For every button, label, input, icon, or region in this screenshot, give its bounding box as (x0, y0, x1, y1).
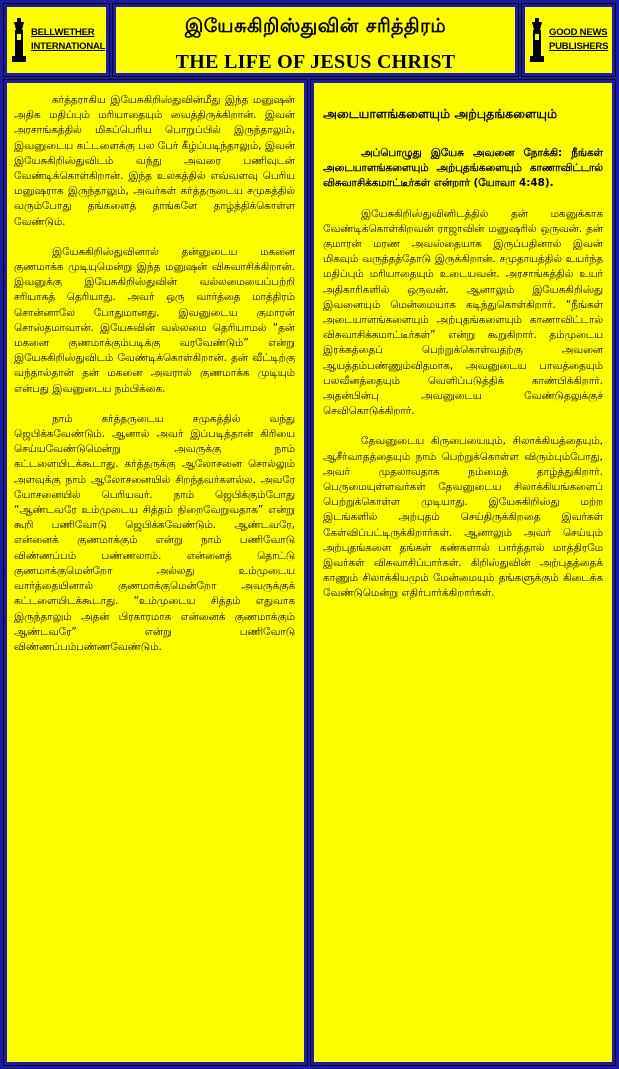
page-title-english: THE LIFE OF JESUS CHRIST (175, 51, 456, 73)
good-news-logo (522, 4, 615, 76)
title-banner (113, 4, 518, 76)
section-heading: அடையாளங்களையும் அற்புதங்களையும் (323, 106, 558, 121)
page-title-tamil: இயேசுகிறிஸ்துவின் சரித்திரம் (184, 15, 447, 37)
right-logo-line1: GOOD NEWS (549, 27, 608, 38)
right-paragraph-2: தேவனுடைய கிருபையையும், சிலாக்கியத்தையும், ஆசீர்வாதத்தையும் நாம் பெற்றுக்கொள்ள விரும்பும்போது, அவர் முதலாவதாக நம்மைத் தாழ்த்துகிறார். பெருமையுள்ளவர்கள் தேவனுடைய சிலாக்கியங்களைப் பெற்றுக்கொள்ள முடியாது. இயேசுகிறிஸ்து மற்ற இடங்களில் அற்புதம் செய்திருக்கிறதை இவர்கள் கேள்விப்பட்டிருக்கிறார்கள். ஆனாலும் அவர் செய்யும் அற்புதங்களை தங்கள் கண்களால் பார்த்தால் மாத்திரமே இவர்கள் விசுவாசிப்பார்கள். கிறிஸ்துவின் அற்புதத்தைக் காணும் சிலாக்கியமும் மேன்மையும் தங்களுக்கும் கிடைக்க வேண்டுமென்று எதிர்பார்க்கிறார்கள். (323, 435, 603, 600)
right-logo-line2: PUBLISHERS (549, 41, 609, 52)
right-column (311, 80, 615, 1065)
bell-tower-icon (11, 18, 27, 62)
left-paragraph-3: நாம் கர்த்தருடைய சமுகத்தில் வந்து ஜெபிக்கவேண்டும். ஆனால் அவர் இப்படித்தான் கிரியை செய்யவேண்டுமென்று அவருக்கு நாம் கட்டளையிடக்கூடாது. கர்த்தருக்கு ஆலோசனை சொல்லும் அளவுக்கு நாம் ஆலோசனையில் சிறந்தவர்களல்ல. அவரே யோசனையில் பெரியவர். நாம் ஜெபிக்கும்போது “ஆண்டவரே உம்முடைய சித்தம் நிறைவேறுவதாக” என்று கூறி பணிவோடு ஜெபிக்கவேண்டும். ஆண்டவரே, என்னைக் குணமாக்கும் என்று நாம் பணிவோடு விண்ணப்பம் பண்ணலாம். என்னைத் தொட்டு குணமாக்குமென்றோ அல்லது உம்முடைய வார்த்தையினால் குணமாக்குமென்றோ அவருக்குக் கட்டளையிடக்கூடாது. “உம்முடைய சித்தம் எதுவாக இருந்தாலும் அதன் பிரகாரமாக என்னைக் குணமாக்கும் ஆண்டவரே” என்று பணிவோடு விண்ணப்பம்பண்ணவேண்டும். (14, 412, 295, 653)
left-column (4, 80, 307, 1065)
scripture-quote: அப்பொழுது இயேசு அவனை நோக்கி: நீங்கள் அடையாளங்களையும் அற்புதங்களையும் காணாவிட்டால் விசுவாசிக்கமாட்டீர்கள் என்றார் (யோவா 4:48). (323, 147, 603, 190)
bellwether-logo (4, 4, 109, 76)
left-paragraph-1: கர்த்தராகிய இயேசுகிறிஸ்துவின்மீது இந்த மனுஷன் அதிக மதிப்பும் மரியாதையும் வைத்திருக்கிறான். இவன் அரசாங்கத்தில் மிகப்பெரிய பொறுப்பில் இருந்தாலும், இவனுடைய கட்டளைக்கு பல பேர் கீழ்ப்படிந்தாலும், இவன் இயேசுகிறிஸ்துவிடம் வந்து அவரை பணிவுடன் வேண்டிக்கொள்கிறான். இந்த உலகத்தில் எவ்வளவு பெரிய மனுஷராக இருந்தாலும், அவர்கள் கர்த்தருடைய சமுகத்தில் வரும்போது தங்களைத் தாங்களே தாழ்த்திக்கொள்ள வேண்டும். (14, 94, 295, 228)
bell-tower-icon (529, 18, 545, 62)
right-paragraph-1: இயேசுகிறிஸ்துவினிடத்தில் தன் மகனுக்காக வேண்டிக்கொள்கிறவன் ராஜாவின் மனுஷரில் ஒருவன். தன் குமாரன் மரண அவஸ்தையாக இருப்பதினால் இவன் மிகவும் வருத்தத்தோடு இருக்கிறான். சமுதாயத்தில் உயர்ந்த மதிப்பும் மரியாதையும் உடையவன். அரசாங்கத்தில் உயர் அதிகாரிகளில் ஒருவன். ஆனாலும் இயேசுகிறிஸ்து இவனையும் மென்மையாக கடிந்துகொள்கிறார். “நீங்கள் அடையாளங்களையும் அற்புதங்களையும் காணாவிட்டால் விசுவாசிக்கமாட்டீர்கள்” என்று கூறுகிறார். தம்முடைய இரக்கத்தைப் பெற்றுக்கொள்வதற்கு அவனை ஆயத்தம்பண்ணும்விதமாக, அவனுடைய பாவத்தையும் பலவீனத்தையும் வெளிப்படுத்திக் காண்பிக்கிறார். அதன்பின்பு அவனுடைய வேண்டுதலுக்குச் செவிகொடுக்கிறார். (323, 207, 603, 418)
left-paragraph-2: இயேசுகிறிஸ்துவினால் தன்னுடைய மகனை குணமாக்க முடியுமென்று இந்த மனுஷன் விசுவாசிக்கிறான். இவனுக்கு இயேசுகிறிஸ்துவின் வல்லமையைப்பற்றி சரியாகத் தெரியாது. அவர் ஒரு வார்த்தை மாத்திரம் சொன்னாலே போதுமானது. இவனுடைய குமாரன் சொஸ்தமாவான். இயேசுவின் வல்லமை தெரியாமல் “தன் மகனை குணமாக்கும்படிக்கு வரவேண்டும்” என்று இயேசுகிறிஸ்துவிடம் வேண்டிக்கொள்கிறான். தன் வீட்டிற்கு வந்தால்தான் தன் மகனை அவரால் குணமாக்க முடியும் என்பது இவனுடைய நம்பிக்கை. (14, 245, 295, 395)
left-logo-line2: INTERNATIONAL (31, 41, 106, 52)
left-logo-line1: BELLWETHER (31, 27, 95, 38)
